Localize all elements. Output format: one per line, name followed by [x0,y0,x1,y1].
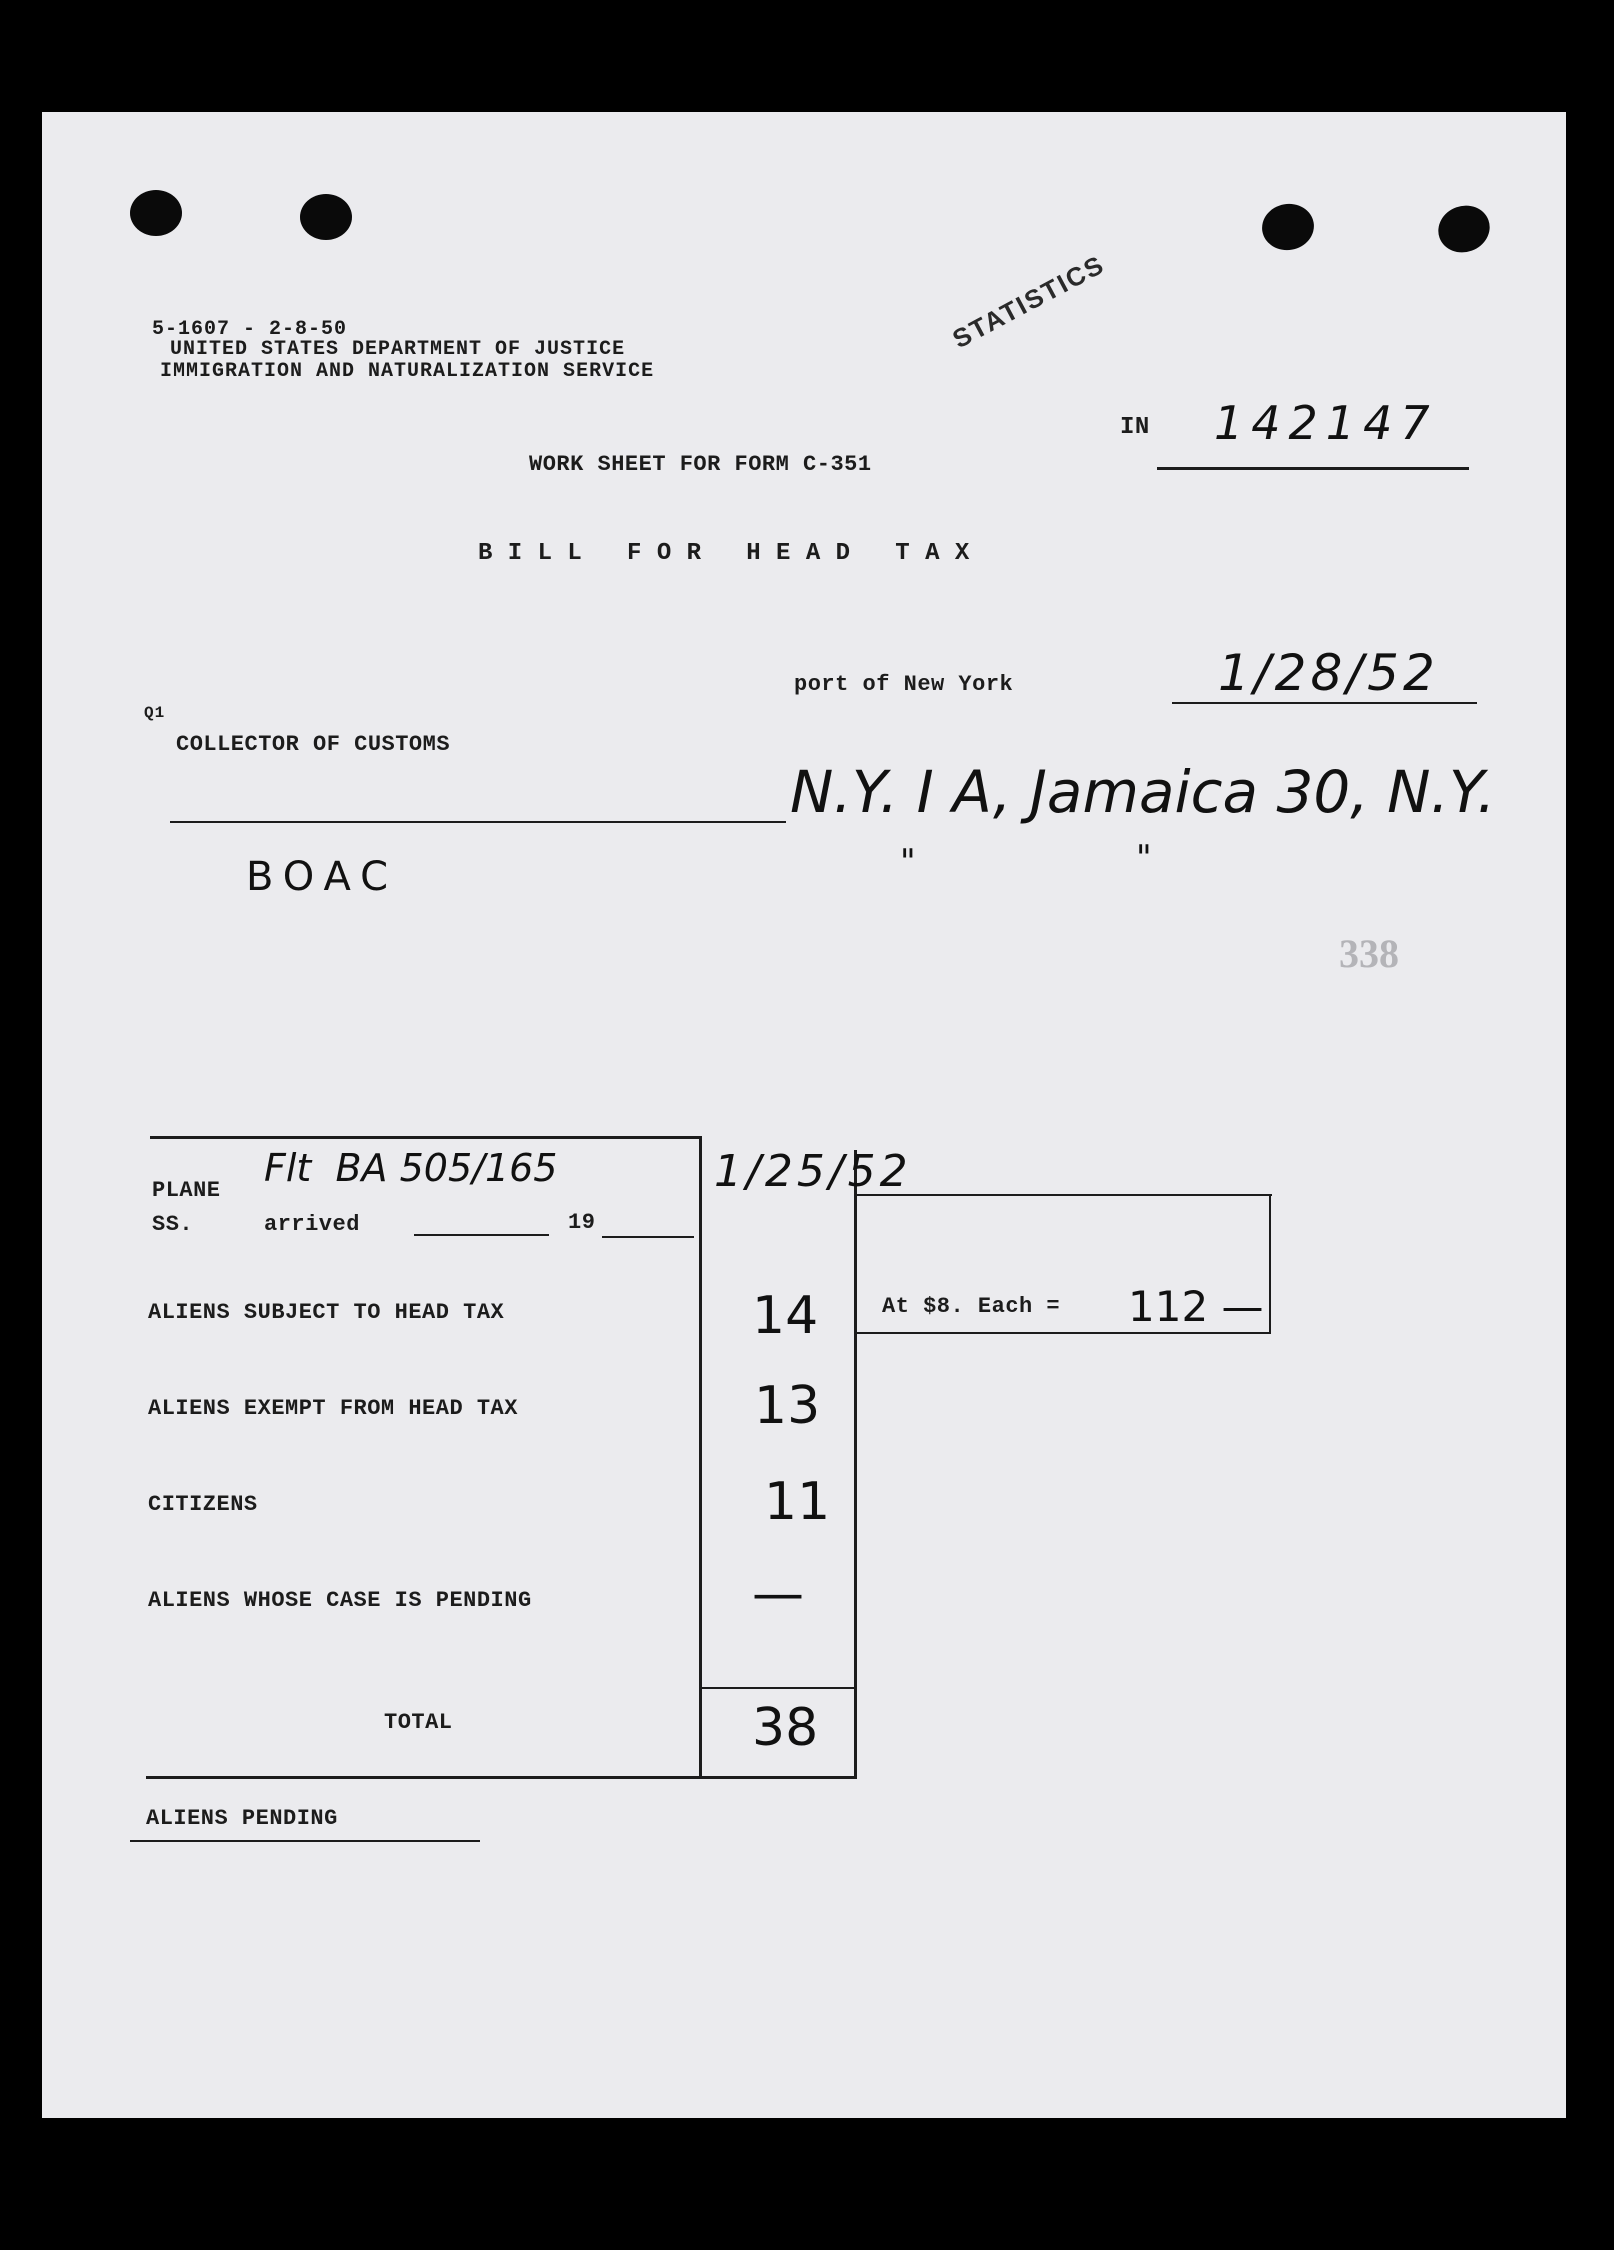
document-page [42,112,1566,2118]
table-count-divider [702,1687,856,1689]
statistics-stamp: STATISTICS [947,248,1110,355]
port-label: port of New York [794,672,1014,697]
table-count-column-left [699,1136,702,1779]
in-label: IN [1120,414,1150,441]
binder-hole [1258,200,1317,254]
rate-box-bottom [856,1332,1271,1334]
department-name: UNITED STATES DEPARTMENT OF JUSTICE [170,338,626,361]
rate-box-right [1269,1194,1271,1334]
rate-box-top [854,1194,1272,1196]
ditto-mark: " [900,842,916,882]
year-prefix: 19 [568,1210,596,1235]
binder-hole [300,194,352,240]
aliens-pending-line [130,1840,480,1842]
row-value-pending: — [752,1564,804,1624]
table-count-column-right [854,1150,857,1779]
collector-label: COLLECTOR OF CUSTOMS [176,732,451,757]
binder-hole [130,190,182,236]
arrival-date: 1/25/52 [714,1146,912,1197]
page-number: 338 [1339,931,1399,976]
row-label-citizens: CITIZENS [148,1492,258,1517]
table-top-border [150,1136,702,1139]
ss-label: SS. [152,1212,194,1237]
ditto-mark: " [1136,838,1152,878]
collector-location: N.Y. I A, Jamaica 30, N.Y. [790,758,1496,826]
in-number-line [1157,467,1469,470]
in-number: 142147 [1214,396,1438,450]
row-label-subject: ALIENS SUBJECT TO HEAD TAX [148,1300,505,1325]
rate-label: At $8. Each = [882,1294,1061,1319]
plane-label: PLANE [152,1178,221,1203]
table-bottom-border [146,1776,856,1779]
service-name: IMMIGRATION AND NATURALIZATION SERVICE [160,360,655,383]
total-label: TOTAL [384,1710,453,1735]
row-label-exempt: ALIENS EXEMPT FROM HEAD TAX [148,1396,518,1421]
arrived-year-line [602,1236,694,1238]
total-value: 38 [752,1698,819,1758]
arrived-label: arrived [264,1212,360,1237]
row-value-exempt: 13 [754,1376,821,1436]
rate-total: 112 — [1128,1282,1264,1331]
flight-number: Flt BA 505/165 [264,1146,558,1190]
worksheet-title: WORK SHEET FOR FORM C-351 [529,452,872,477]
bill-title: B I L L F O R H E A D T A X [478,540,970,567]
arrived-line [414,1234,549,1236]
bill-date: 1/28/52 [1218,644,1439,702]
row-value-citizens: 11 [764,1472,831,1532]
aliens-pending-label: ALIENS PENDING [146,1806,338,1831]
collector-line [170,821,786,823]
form-number: 5-1607 - 2-8-50 [152,318,348,341]
date-line [1172,702,1477,704]
carrier-name: BOAC [246,854,399,900]
row-label-pending: ALIENS WHOSE CASE IS PENDING [148,1588,532,1613]
binder-hole [1432,198,1497,259]
to-mark: Q1 [144,704,166,722]
row-value-subject: 14 [752,1286,819,1346]
